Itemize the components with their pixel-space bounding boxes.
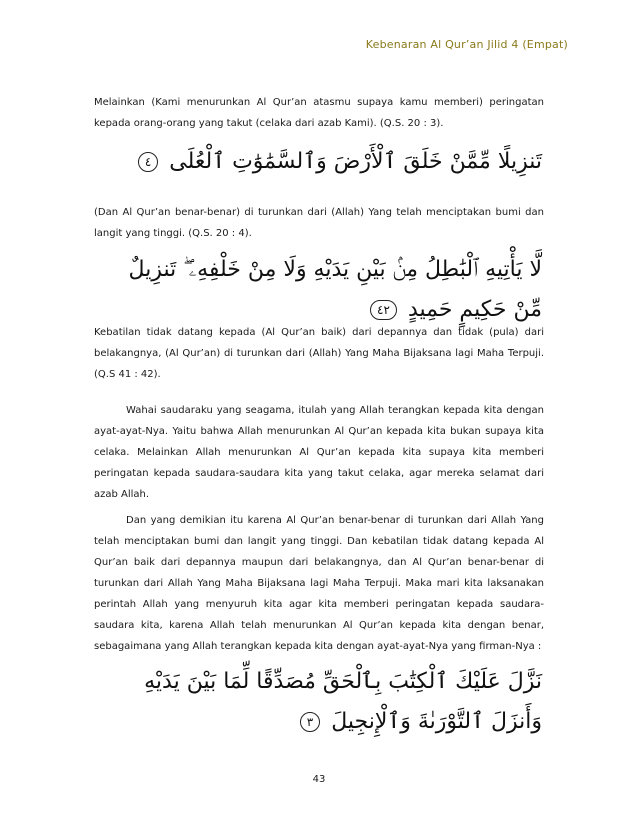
arabic-verse-1 xyxy=(122,142,542,182)
arabic-verse-2-text: لَّا يَأْتِيهِ ٱلْبَٰطِلُ مِنۢ بَيْنِ يَدَيْهِ وَلَا مِنْ خَلْفِهِۦ ۖ تَنزِيلٌ مِّنْ حَكِيمٍ حَمِيدٍ xyxy=(128,257,542,322)
ayah-number-marker: ٣ xyxy=(300,712,320,732)
arabic-verse-3-text: نَزَّلَ عَلَيْكَ ٱلْكِتَٰبَ بِٱلْحَقِّ مُصَدِّقًا لِّمَا بَيْنَ يَدَيْهِ وَأَنزَلَ ٱلتَّوْرَىٰةَ وَٱلْإِنجِيلَ xyxy=(144,669,542,734)
arabic-verse-1-text: تَنزِيلًا مِّمَّنْ خَلَقَ ٱلْأَرْضَ وَٱلسَّمَٰوَٰتِ ٱلْعُلَى xyxy=(169,149,542,174)
arabic-verse-2 xyxy=(122,250,542,330)
arabic-verse-3 xyxy=(122,662,542,742)
paragraph-translation-2: (Dan Al Qur’an benar-benar) di turunkan dari (Allah) Yang telah menciptakan bumi dan langit yang tinggi. (Q.S. 20 : 4). xyxy=(94,207,544,239)
paragraph-body-2: Dan yang demikian itu karena Al Qur’an benar-benar di turunkan dari Allah Yang telah menciptakan bumi dan langit yang tinggi. Dan kebatilan tidak datang kepada Al Qur’an baik dari depannya maupun dari belakangnya, dan Al Qur’an benar-benar di turunkan dari Allah Yang Maha Bijaksana lagi Maha Terpuji. Maka mari kita laksanakan perintah Allah yang menyuruh kita agar kita memberi peringatan kepada saudara-saudara kita, karena Allah telah menurunkan Al Qur’an kepada kita dengan benar, sebagaimana yang Allah terangkan kepada kita dengan ayat-ayat-Nya yang firman-Nya : xyxy=(94,515,544,652)
paragraph-body-1: Wahai saudaraku yang seagama, itulah yang Allah terangkan kepada kita dengan ayat-ayat-Nya. Yaitu bahwa Allah menurunkan Al Qur’an kepada kita bukan supaya kita celaka. Melainkan Allah menurunkan Al Qur’an kepada kita supaya kita memberi peringatan kepada saudara-saudara kita yang takut celaka, agar mereka selamat dari azab Allah. xyxy=(94,405,544,500)
paragraph-translation-3: Kebatilan tidak datang kepada (Al Qur’an baik) dari depannya dan tidak (pula) dari belakangnya, (Al Qur’an) di turunkan dari (Allah) Yang Maha Bijaksana lagi Maha Terpuji. (Q.S 41 : 42). xyxy=(94,327,544,380)
ayah-number-marker: ٤ xyxy=(138,152,158,172)
ayah-number-marker: ٤٢ xyxy=(370,300,397,320)
page-number: 43 xyxy=(312,774,326,785)
paragraph-translation-1: Melainkan (Kami menurunkan Al Qur’an atasmu supaya kamu memberi) peringatan kepada orang-orang yang takut (celaka dari azab Kami). (Q.S. 20 : 3). xyxy=(94,97,544,129)
running-header: Kebenaran Al Qur’an Jilid 4 (Empat) xyxy=(365,38,568,51)
